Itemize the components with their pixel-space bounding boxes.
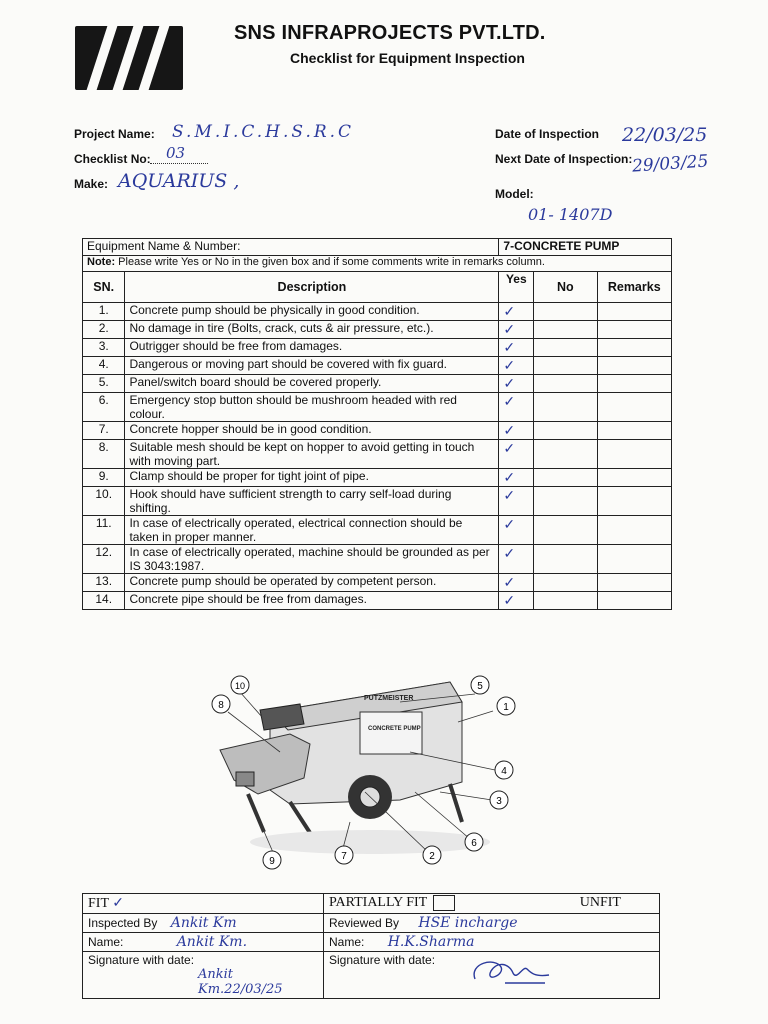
checklist-row [83, 393, 672, 422]
checklist-row [83, 303, 672, 321]
row-no [534, 440, 597, 469]
checklist-row [83, 592, 672, 610]
name-right-cell [324, 933, 660, 952]
row-yes: ✓ [499, 440, 534, 469]
row-description: Concrete pipe should be free from damages. [125, 592, 499, 610]
equipment-row [83, 239, 672, 256]
row-yes: ✓ [499, 303, 534, 321]
header-remarks: Remarks [597, 272, 671, 303]
row-remarks [597, 375, 671, 393]
row-sn: 6. [83, 393, 125, 422]
row-description: Dangerous or moving part should be covered with fix guard. [125, 357, 499, 375]
note-row [83, 256, 672, 272]
svg-text:4: 4 [501, 766, 507, 777]
row-remarks [597, 487, 671, 516]
row-yes: ✓ [499, 592, 534, 610]
partially-fit-label: PARTIALLY FIT [329, 895, 428, 911]
row-remarks [597, 592, 671, 610]
checklist-row [83, 516, 672, 545]
checklist-no-value: 03 [166, 144, 186, 162]
fit-status-row [83, 894, 660, 914]
note-text: Please write Yes or No in the given box and if some comments write in remarks column. [118, 256, 545, 268]
row-description: Hook should have sufficient strength to carry self-load during shifting. [125, 487, 499, 516]
row-sn: 2. [83, 321, 125, 339]
row-sn: 12. [83, 545, 125, 574]
header-description: Description [125, 272, 499, 303]
row-yes: ✓ [499, 487, 534, 516]
name-label-left: Name: [88, 935, 124, 949]
checklist-row [83, 440, 672, 469]
row-no [534, 487, 597, 516]
name-row [83, 933, 660, 952]
svg-text:7: 7 [341, 851, 347, 862]
note-label: Note: [87, 256, 116, 268]
equipment-value: 7-CONCRETE PUMP [499, 239, 672, 256]
inspection-checklist-table [82, 238, 672, 610]
row-no [534, 357, 597, 375]
concrete-pump-illustration [220, 682, 490, 854]
svg-text:10: 10 [234, 681, 246, 691]
row-yes: ✓ [499, 516, 534, 545]
checklist-no-label: Checklist No: [74, 152, 151, 166]
name-value-right: H.K.Sharma [387, 934, 475, 950]
row-remarks [597, 422, 671, 440]
row-no [534, 574, 597, 592]
fit-checkmark: ✓ [112, 896, 124, 911]
callout-9 [263, 851, 281, 869]
date-of-inspection-label: Date of Inspection [495, 127, 600, 141]
row-sn: 4. [83, 357, 125, 375]
checklist-row [83, 487, 672, 516]
row-no [534, 545, 597, 574]
row-yes: ✓ [499, 339, 534, 357]
callout-7 [335, 846, 353, 864]
callout-4 [495, 761, 513, 779]
name-left-cell [83, 933, 324, 952]
make-label: Make: [74, 177, 109, 191]
signature-left-cell [83, 952, 324, 999]
svg-text:1: 1 [503, 702, 509, 713]
row-remarks [597, 321, 671, 339]
row-no [534, 375, 597, 393]
next-inspection-value: 29/03/25 [631, 151, 709, 177]
machine-brand-label: PUTZMEISTER [364, 695, 414, 702]
row-sn: 14. [83, 592, 125, 610]
reviewed-by-cell [324, 914, 660, 933]
row-description: Clamp should be proper for tight joint of pipe. [125, 469, 499, 487]
row-remarks [597, 339, 671, 357]
row-yes: ✓ [499, 574, 534, 592]
row-yes: ✓ [499, 375, 534, 393]
project-name-value: S.M.I.C.H.S.R.C [172, 122, 355, 142]
row-sn: 5. [83, 375, 125, 393]
checklist-row [83, 545, 672, 574]
row-remarks [597, 516, 671, 545]
row-no [534, 339, 597, 357]
inspection-result-table [82, 893, 660, 999]
svg-text:8: 8 [218, 700, 224, 711]
document-title: Checklist for Equipment Inspection [290, 50, 525, 66]
svg-text:6: 6 [471, 838, 477, 849]
unfit-label: UNFIT [531, 894, 660, 914]
checklist-row [83, 469, 672, 487]
header-row [83, 272, 672, 303]
checklist-row [83, 321, 672, 339]
signature-right-cell [324, 952, 660, 999]
row-description: Concrete pump should be operated by competent person. [125, 574, 499, 592]
company-name: SNS INFRAPROJECTS PVT.LTD. [234, 22, 546, 44]
row-remarks [597, 574, 671, 592]
reviewed-by-label: Reviewed By [329, 916, 400, 930]
company-logo [75, 26, 183, 90]
signature-label-left: Signature with date: [88, 953, 195, 967]
name-value-left: Ankit Km. [176, 934, 248, 950]
partially-fit-box [433, 895, 455, 911]
equipment-label: Equipment Name & Number: [83, 239, 499, 256]
date-of-inspection-value: 22/03/25 [622, 124, 708, 146]
row-description: Panel/switch board should be covered properly. [125, 375, 499, 393]
svg-text:2: 2 [429, 851, 435, 862]
row-no [534, 303, 597, 321]
callout-10 [231, 676, 249, 694]
callout-6 [465, 833, 483, 851]
inspected-by-value: Ankit Km [170, 915, 237, 931]
project-name-label: Project Name: [74, 127, 155, 141]
row-remarks [597, 545, 671, 574]
next-inspection-label: Next Date of Inspection: [495, 152, 633, 166]
row-remarks [597, 440, 671, 469]
row-yes: ✓ [499, 357, 534, 375]
callout-5 [471, 676, 489, 694]
row-description: In case of electrically operated, machine should be grounded as per IS 3043:1987. [125, 545, 499, 574]
row-sn: 1. [83, 303, 125, 321]
callout-3 [490, 791, 508, 809]
partially-fit-cell [324, 894, 531, 914]
row-sn: 7. [83, 422, 125, 440]
row-description: Concrete hopper should be in good condition. [125, 422, 499, 440]
row-no [534, 321, 597, 339]
row-no [534, 592, 597, 610]
row-description: No damage in tire (Bolts, crack, cuts & air pressure, etc.). [125, 321, 499, 339]
row-description: Suitable mesh should be kept on hopper to avoid getting in touch with moving part. [125, 440, 499, 469]
checklist-row [83, 422, 672, 440]
row-remarks [597, 357, 671, 375]
concrete-pump-diagram [200, 672, 540, 872]
row-no [534, 422, 597, 440]
make-value: AQUARIUS , [118, 170, 240, 192]
header-sn: SN. [83, 272, 125, 303]
svg-text:3: 3 [496, 796, 502, 807]
callout-8 [212, 695, 230, 713]
row-no [534, 516, 597, 545]
signature-value-left: Ankit Km.22/03/25 [198, 967, 283, 997]
checklist-row [83, 357, 672, 375]
row-description: In case of electrically operated, electrical connection should be taken in proper manner. [125, 516, 499, 545]
row-no [534, 393, 597, 422]
row-sn: 13. [83, 574, 125, 592]
checklist-row [83, 375, 672, 393]
header-no: No [534, 272, 597, 303]
checklist-row [83, 574, 672, 592]
header-yes: Yes [499, 272, 534, 303]
svg-text:9: 9 [269, 856, 275, 867]
row-no [534, 469, 597, 487]
row-remarks [597, 469, 671, 487]
callout-1 [497, 697, 515, 715]
fit-cell [83, 894, 324, 914]
row-yes: ✓ [499, 321, 534, 339]
row-yes: ✓ [499, 393, 534, 422]
machine-pump-label: CONCRETE PUMP [368, 726, 421, 732]
checklist-row [83, 339, 672, 357]
row-sn: 11. [83, 516, 125, 545]
row-sn: 10. [83, 487, 125, 516]
row-yes: ✓ [499, 422, 534, 440]
row-remarks [597, 303, 671, 321]
inspected-by-cell [83, 914, 324, 933]
model-value: 01- 1407D [528, 205, 613, 224]
signature-row [83, 952, 660, 999]
row-yes: ✓ [499, 469, 534, 487]
row-sn: 3. [83, 339, 125, 357]
callout-2 [423, 846, 441, 864]
row-remarks [597, 393, 671, 422]
row-description: Emergency stop button should be mushroom headed with red colour. [125, 393, 499, 422]
row-yes: ✓ [499, 545, 534, 574]
model-label: Model: [495, 187, 534, 201]
note-cell [83, 256, 672, 272]
row-sn: 9. [83, 469, 125, 487]
inspected-by-label: Inspected By [88, 916, 158, 930]
reviewer-signature [465, 953, 555, 989]
reviewed-by-value: HSE incharge [418, 915, 518, 931]
row-description: Outrigger should be free from damages. [125, 339, 499, 357]
fit-label: FIT [88, 896, 109, 911]
name-label-right: Name: [329, 935, 365, 949]
row-description: Concrete pump should be physically in good condition. [125, 303, 499, 321]
signature-label-right: Signature with date: [329, 953, 436, 967]
inspected-row [83, 914, 660, 933]
svg-text:5: 5 [477, 681, 483, 692]
row-sn: 8. [83, 440, 125, 469]
